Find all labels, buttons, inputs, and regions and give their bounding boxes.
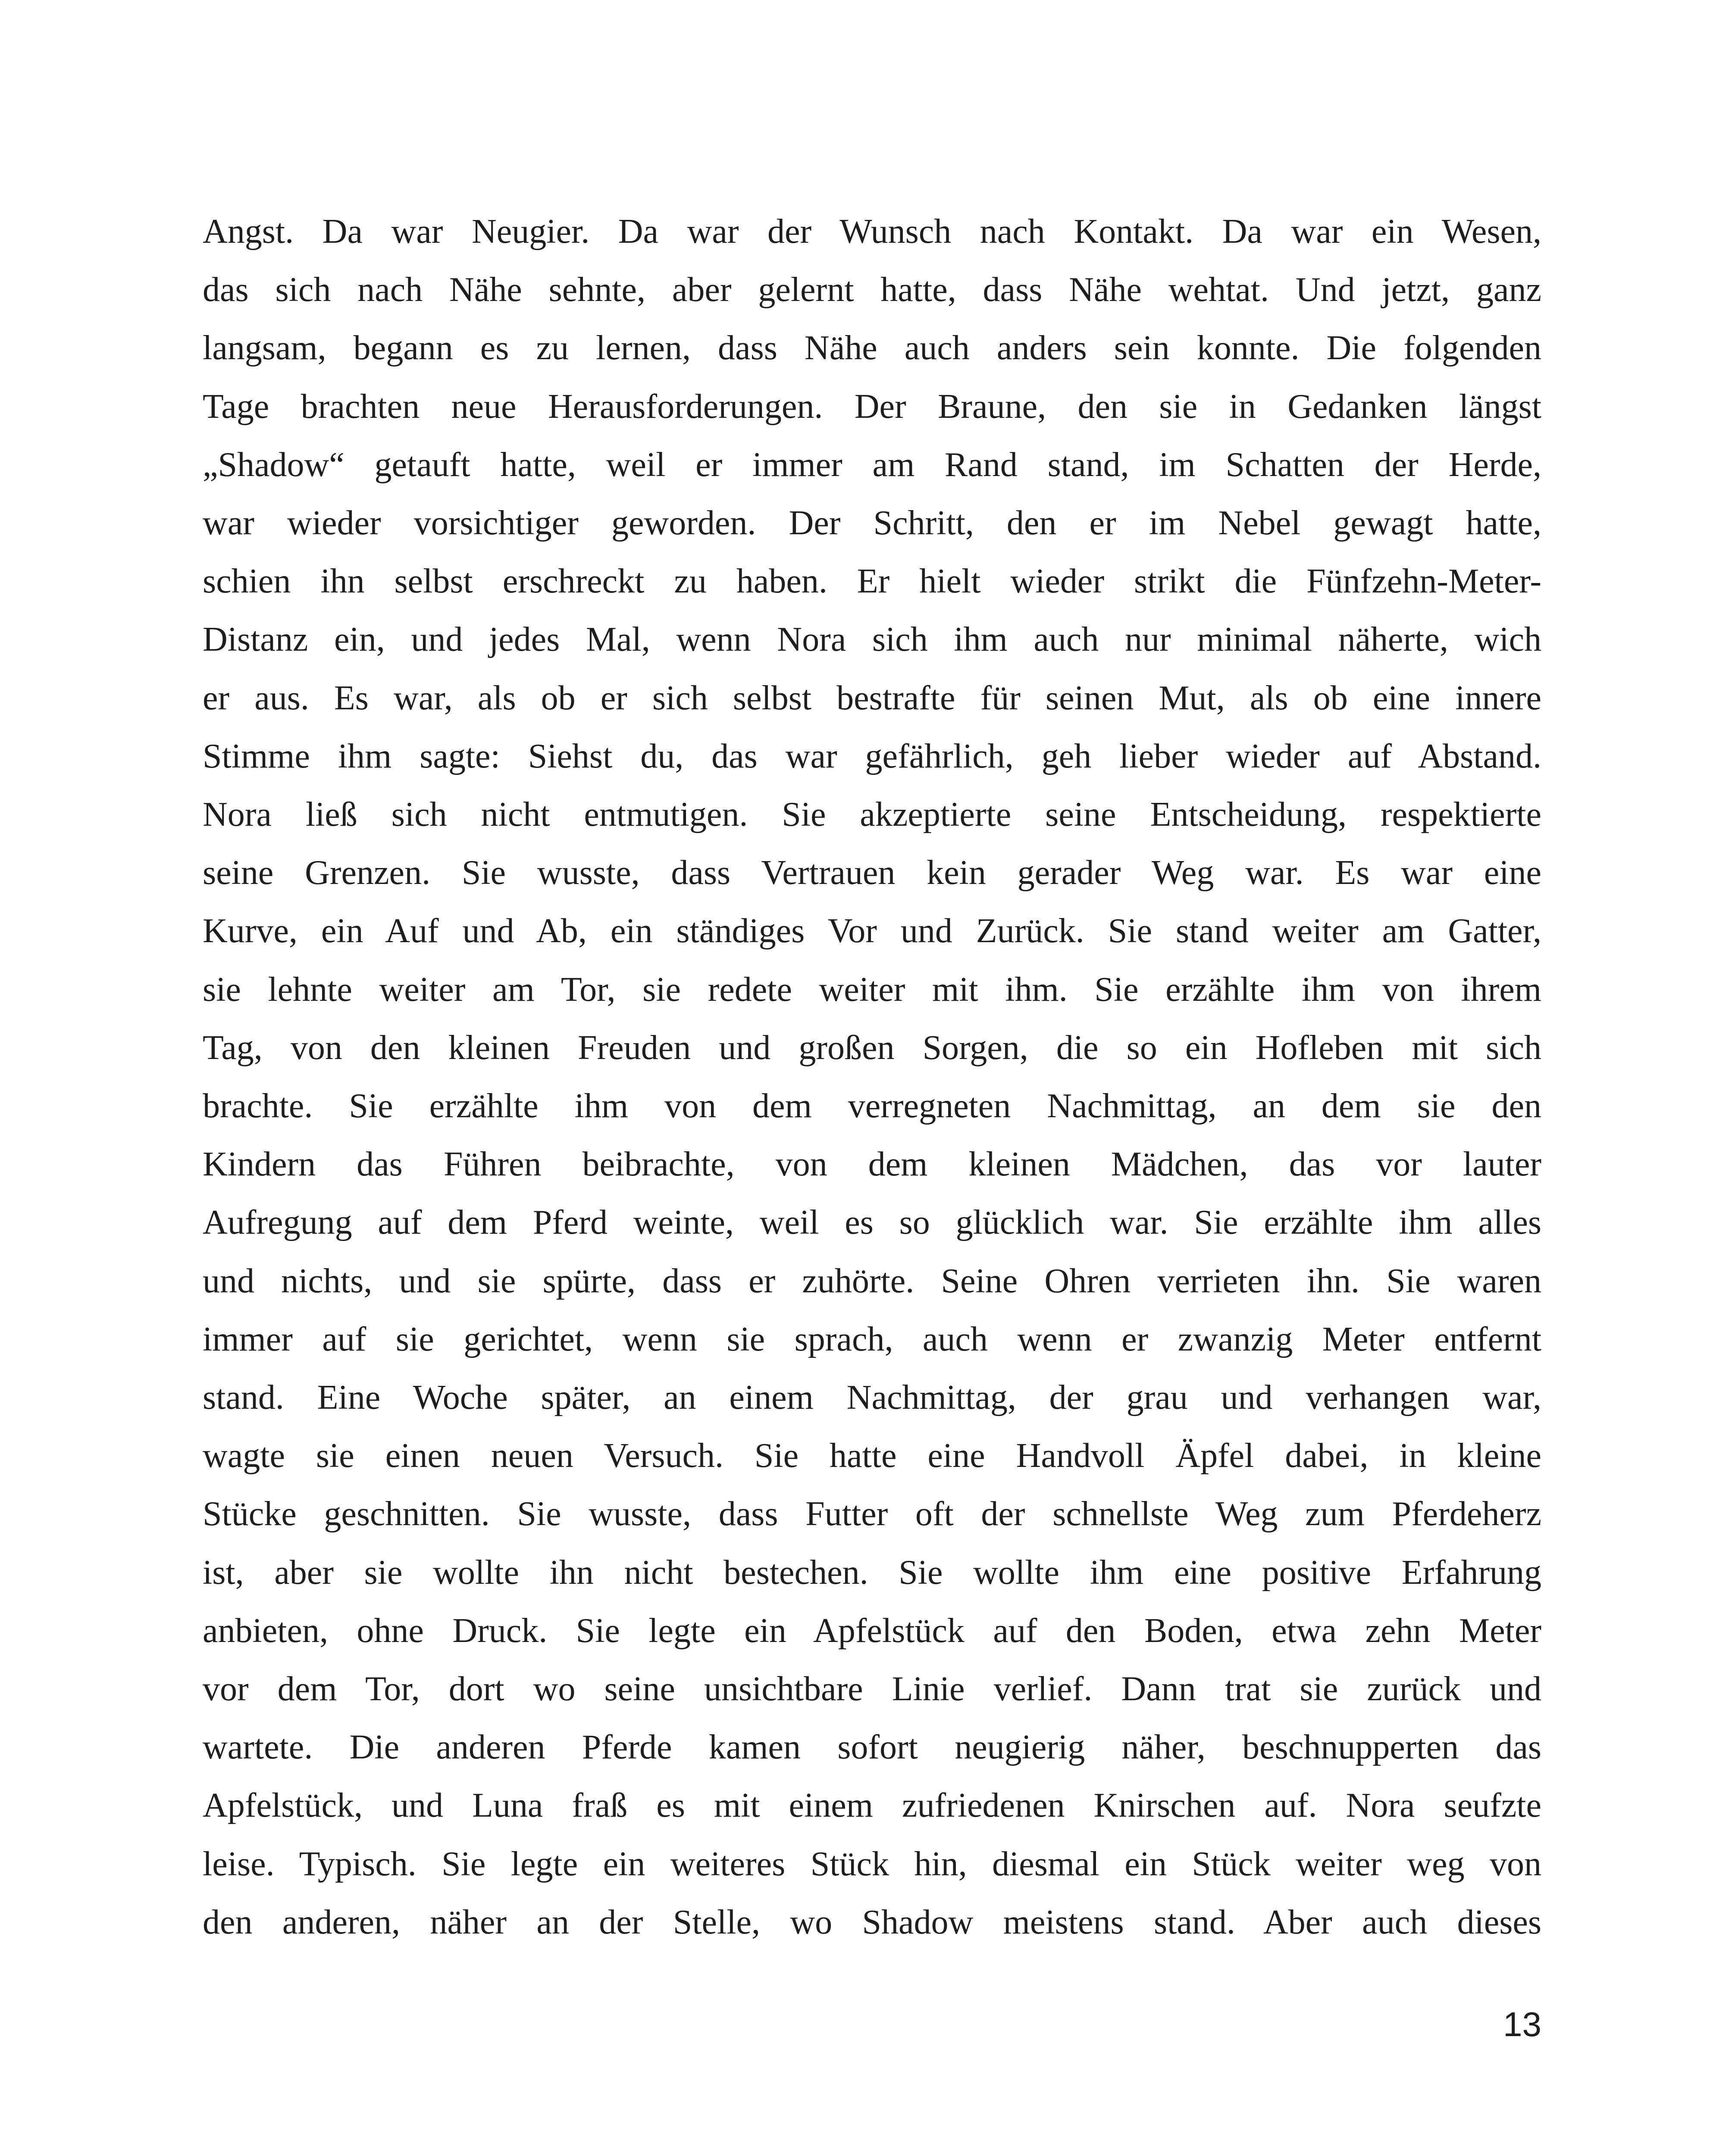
text-line: sie lehnte weiter am Tor, sie redete weiter mit ihm. Sie erzählte ihm von ihrem	[203, 970, 1541, 1009]
text-line: Nora ließ sich nicht entmutigen. Sie akzeptierte seine Entscheidung, respektierte	[203, 796, 1541, 834]
page-number: 13	[1503, 2005, 1541, 2043]
text-line: „Shadow“ getauft hatte, weil er immer am Rand stand, im Schatten der Herde,	[203, 445, 1541, 484]
text-line: Kurve, ein Auf und Ab, ein ständiges Vor und Zurück. Sie stand weiter am Gatter,	[203, 912, 1541, 950]
text-line: seine Grenzen. Sie wusste, dass Vertrauen kein gerader Weg war. Es war eine	[203, 854, 1541, 892]
text-line: war wieder vorsichtiger geworden. Der Schritt, den er im Nebel gewagt hatte,	[203, 504, 1541, 542]
text-line: langsam, begann es zu lernen, dass Nähe auch anders sein konnte. Die folgenden	[203, 329, 1541, 367]
text-line: ist, aber sie wollte ihn nicht bestechen. Sie wollte ihm eine positive Erfahrung	[203, 1553, 1541, 1592]
text-line: vor dem Tor, dort wo seine unsichtbare Linie verlief. Dann trat sie zurück und	[203, 1670, 1541, 1708]
text-line: Distanz ein, und jedes Mal, wenn Nora sich ihm auch nur minimal näherte, wich	[203, 620, 1541, 659]
text-line: das sich nach Nähe sehnte, aber gelernt hatte, dass Nähe wehtat. Und jetzt, ganz	[203, 271, 1541, 309]
text-line: anbieten, ohne Druck. Sie legte ein Apfelstück auf den Boden, etwa zehn Meter	[203, 1611, 1541, 1650]
text-line: er aus. Es war, als ob er sich selbst bestrafte für seinen Mut, als ob eine innere	[203, 679, 1541, 717]
text-line: stand. Eine Woche später, an einem Nachmittag, der grau und verhangen war,	[203, 1379, 1541, 1417]
text-line: wartete. Die anderen Pferde kamen sofort neugierig näher, beschnupperten das	[203, 1728, 1541, 1767]
text-line: Angst. Da war Neugier. Da war der Wunsch nach Kontakt. Da war ein Wesen,	[203, 213, 1541, 251]
body-text	[203, 203, 1541, 1952]
text-line: Stücke geschnitten. Sie wusste, dass Futter oft der schnellste Weg zum Pferdeherz	[203, 1495, 1541, 1533]
text-line: Kindern das Führen beibrachte, von dem kleinen Mädchen, das vor lauter	[203, 1145, 1541, 1184]
text-line: Apfelstück, und Luna fraß es mit einem zufriedenen Knirschen auf. Nora seufzte	[203, 1786, 1541, 1825]
text-line: schien ihn selbst erschreckt zu haben. Er hielt wieder strikt die Fünfzehn-Meter-	[203, 562, 1541, 601]
text-line: Aufregung auf dem Pferd weinte, weil es so glücklich war. Sie erzählte ihm alles	[203, 1203, 1541, 1242]
text-line: Stimme ihm sagte: Siehst du, das war gefährlich, geh lieber wieder auf Abstand.	[203, 737, 1541, 775]
text-line: leise. Typisch. Sie legte ein weiteres Stück hin, diesmal ein Stück weiter weg von	[203, 1845, 1541, 1883]
text-line: Tag, von den kleinen Freuden und großen Sorgen, die so ein Hofleben mit sich	[203, 1028, 1541, 1067]
text-line: wagte sie einen neuen Versuch. Sie hatte eine Handvoll Äpfel dabei, in kleine	[203, 1437, 1541, 1475]
text-line: brachte. Sie erzählte ihm von dem verregneten Nachmittag, an dem sie den	[203, 1087, 1541, 1125]
text-line: den anderen, näher an der Stelle, wo Shadow meistens stand. Aber auch dieses	[203, 1903, 1541, 1941]
text-line: und nichts, und sie spürte, dass er zuhörte. Seine Ohren verrieten ihn. Sie waren	[203, 1262, 1541, 1300]
text-line: Tage brachten neue Herausforderungen. Der Braune, den sie in Gedanken längst	[203, 387, 1541, 426]
text-line: immer auf sie gerichtet, wenn sie sprach, auch wenn er zwanzig Meter entfernt	[203, 1320, 1541, 1358]
